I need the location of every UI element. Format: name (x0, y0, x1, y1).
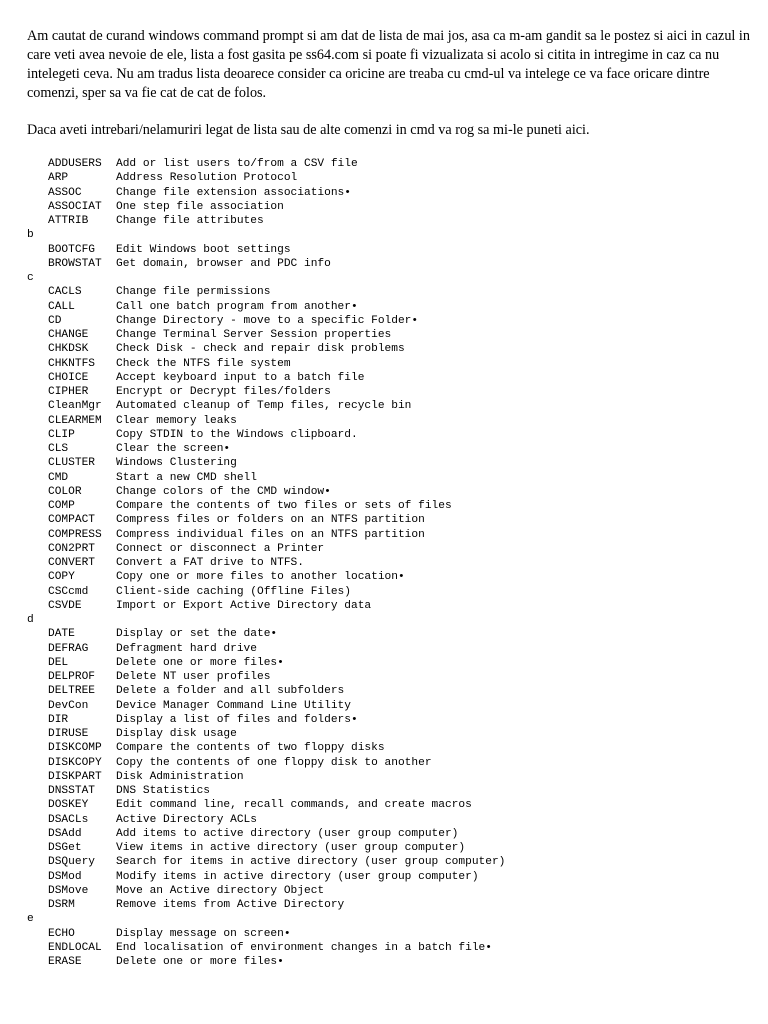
command-description: Defragment hard drive (116, 642, 257, 655)
command-row (27, 428, 752, 442)
command-name: DATE (48, 628, 75, 641)
command-description: One step file association (116, 200, 284, 213)
command-description: Copy the contents of one floppy disk to another (116, 756, 432, 769)
command-description: Active Directory ACLs (116, 813, 257, 826)
command-name: ATTRIB (48, 215, 89, 227)
command-name: CHKDSK (48, 343, 89, 356)
command-name: DISKCOMP (48, 742, 102, 755)
command-name: CSCcmd (48, 585, 89, 598)
command-name: DELPROF (48, 671, 95, 683)
command-description: Add or list users to/from a CSV file (116, 158, 358, 170)
command-description: Convert a FAT drive to NTFS. (116, 557, 304, 569)
command-name: CMD (48, 471, 69, 484)
command-row (27, 300, 752, 314)
command-name: ASSOCIAT (48, 200, 102, 213)
command-description: Address Resolution Protocol (116, 172, 298, 185)
command-description: View items in active directory (user group computer) (116, 842, 466, 854)
command-row (27, 798, 752, 812)
command-row (27, 813, 752, 827)
command-name: BROWSTAT (48, 257, 102, 270)
command-description: Change Directory - move to a specific Folder• (116, 314, 419, 327)
command-row (27, 898, 752, 912)
command-row (27, 285, 752, 299)
command-description: Windows Clustering (116, 457, 237, 470)
command-name: CHOICE (48, 371, 89, 384)
command-name: DIRUSE (48, 728, 89, 740)
command-row (27, 556, 752, 570)
command-list (27, 157, 752, 969)
command-name: DSMod (48, 870, 82, 883)
command-description: Modify items in active directory (user group computer) (116, 870, 479, 883)
command-row (27, 499, 752, 513)
command-row (27, 670, 752, 684)
command-description: Add items to active directory (user group computer) (116, 827, 459, 840)
command-description: Start a new CMD shell (116, 471, 257, 484)
command-row (27, 257, 752, 271)
command-description: Edit Windows boot settings (116, 243, 291, 256)
command-name: CLEARMEM (48, 414, 102, 427)
command-description: Compress files or folders on an NTFS partition (116, 514, 425, 527)
command-name: DEFRAG (48, 642, 89, 655)
command-row (27, 884, 752, 898)
command-name: CLS (48, 443, 69, 455)
command-row (27, 656, 752, 670)
group-letter: d (27, 614, 34, 626)
command-description: Check the NTFS file system (116, 357, 291, 370)
command-name: DSAdd (48, 827, 82, 840)
command-name: DSACLs (48, 813, 89, 826)
command-description: Display a list of files and folders• (116, 713, 358, 726)
command-name: DSGet (48, 842, 82, 854)
command-row (27, 870, 752, 884)
command-row (27, 570, 752, 584)
command-row (27, 171, 752, 185)
command-description: Accept keyboard input to a batch file (116, 371, 365, 384)
command-name: DELTREE (48, 685, 95, 698)
command-row (27, 841, 752, 855)
command-row (27, 186, 752, 200)
document-page (27, 27, 752, 969)
command-name: CIPHER (48, 386, 89, 398)
command-name: DSRM (48, 899, 75, 911)
command-name: CACLS (48, 286, 82, 299)
command-name: ARP (48, 172, 69, 185)
command-row (27, 328, 752, 342)
command-row (27, 357, 752, 371)
group-letter: b (27, 229, 34, 242)
command-row (27, 770, 752, 784)
command-row (27, 442, 752, 456)
command-name: DISKCOPY (48, 756, 102, 769)
command-row (27, 513, 752, 527)
command-row (27, 485, 752, 499)
command-description: Compress individual files on an NTFS partition (116, 528, 425, 541)
group-letter: c (27, 272, 34, 284)
command-name: CLUSTER (48, 457, 95, 470)
command-row (27, 627, 752, 641)
intro-paragraph-2: Daca aveti intrebari/nelamuriri legat de lista sau de alte comenzi in cmd va rog sa mi-le puneti aici. (27, 122, 590, 138)
command-description: Change file attributes (116, 215, 264, 227)
command-row (27, 599, 752, 613)
command-name: ERASE (48, 956, 82, 968)
command-row (27, 371, 752, 385)
command-description: Edit command line, recall commands, and create macros (116, 799, 472, 812)
command-description: Compare the contents of two floppy disks (116, 742, 385, 755)
command-row (27, 727, 752, 741)
command-description: Delete one or more files• (116, 656, 284, 669)
command-row (27, 528, 752, 542)
command-name: CleanMgr (48, 400, 102, 413)
command-description: Delete a folder and all subfolders (116, 685, 345, 698)
command-description: Change file extension associations• (116, 186, 351, 199)
command-description: Clear memory leaks (116, 414, 237, 427)
command-description: Compare the contents of two files or sets of files (116, 500, 452, 512)
command-description: Connect or disconnect a Printer (116, 542, 325, 555)
command-row (27, 214, 752, 228)
command-row (27, 941, 752, 955)
command-row (27, 741, 752, 755)
command-name: CLIP (48, 428, 75, 441)
command-name: DSQuery (48, 856, 95, 869)
command-name: DIR (48, 713, 69, 726)
command-row (27, 784, 752, 798)
command-description: Device Manager Command Line Utility (116, 699, 351, 712)
command-description: Delete one or more files• (116, 956, 284, 968)
command-name: ECHO (48, 927, 75, 940)
command-description: Automated cleanup of Temp files, recycle bin (116, 400, 412, 413)
command-row (27, 699, 752, 713)
command-name: DOSKEY (48, 799, 89, 812)
command-description: Get domain, browser and PDC info (116, 257, 331, 270)
command-description: Move an Active directory Object (116, 884, 325, 897)
command-row (27, 585, 752, 599)
command-row (27, 713, 752, 727)
command-row (27, 414, 752, 428)
command-name: COMP (48, 500, 75, 512)
command-name: DNSSTAT (48, 785, 95, 797)
command-description: Import or Export Active Directory data (116, 599, 372, 612)
command-description: Search for items in active directory (user group computer) (116, 856, 506, 869)
command-name: CHKNTFS (48, 357, 95, 370)
command-description: Display or set the date• (116, 628, 278, 641)
command-description: Check Disk - check and repair disk problems (116, 343, 405, 356)
command-row (27, 642, 752, 656)
command-name: COMPRESS (48, 528, 102, 541)
command-description: DNS Statistics (116, 785, 210, 797)
command-description: Copy one or more files to another location• (116, 571, 405, 584)
command-name: CSVDE (48, 599, 82, 612)
command-row (27, 243, 752, 257)
command-description: Remove items from Active Directory (116, 899, 345, 911)
command-row (27, 684, 752, 698)
command-name: CON2PRT (48, 542, 95, 555)
command-description: Copy STDIN to the Windows clipboard. (116, 428, 358, 441)
command-row (27, 385, 752, 399)
command-name: ENDLOCAL (48, 941, 102, 954)
command-name: COPY (48, 571, 75, 584)
command-row (27, 342, 752, 356)
command-description: Encrypt or Decrypt files/folders (116, 386, 331, 398)
group-letter: e (27, 913, 34, 926)
command-description: End localisation of environment changes in a batch file• (116, 941, 492, 954)
command-description: Call one batch program from another• (116, 300, 358, 313)
command-name: BOOTCFG (48, 243, 95, 256)
command-name: CONVERT (48, 557, 95, 569)
command-row (27, 157, 752, 171)
command-row (27, 955, 752, 969)
command-name: ADDUSERS (48, 158, 102, 170)
command-row (27, 200, 752, 214)
command-row (27, 827, 752, 841)
command-description: Disk Administration (116, 770, 244, 783)
command-description: Display message on screen• (116, 927, 291, 940)
command-name: DEL (48, 656, 69, 669)
command-description: Change colors of the CMD window• (116, 485, 331, 498)
command-name: DISKPART (48, 770, 102, 783)
command-description: Delete NT user profiles (116, 671, 271, 683)
command-description: Change file permissions (116, 286, 271, 299)
command-row (27, 471, 752, 485)
intro-paragraph-1: Am cautat de curand windows command prompt si am dat de lista de mai jos, asa ca m-am gandit sa le postez si aici in cazul in care veti avea nevoie de ele, lista a fost gasita pe ss64.com si poate fi vizualizata si acolo si citita in intregime in caz ca nu intelegeti ceva. Nu am tradus lista deoarece consider ca oricine are treaba cu cmd-ul va intelege ce va face oricare dintre comenzi, sper sa va fie cat de cat de folos. (27, 28, 750, 101)
command-row (27, 542, 752, 556)
command-name: COLOR (48, 485, 82, 498)
command-row (27, 456, 752, 470)
command-description: Display disk usage (116, 728, 237, 740)
command-row (27, 855, 752, 869)
command-row (27, 927, 752, 941)
command-name: DSMove (48, 884, 89, 897)
command-description: Change Terminal Server Session properties (116, 329, 392, 341)
command-description: Client-side caching (Offline Files) (116, 585, 351, 598)
command-row (27, 756, 752, 770)
command-name: DevCon (48, 699, 89, 712)
command-row (27, 314, 752, 328)
command-row (27, 399, 752, 413)
command-description: Clear the screen• (116, 443, 231, 455)
command-name: CALL (48, 300, 75, 313)
command-name: CHANGE (48, 329, 89, 341)
command-name: ASSOC (48, 186, 82, 199)
command-name: CD (48, 314, 62, 327)
command-name: COMPACT (48, 514, 95, 527)
